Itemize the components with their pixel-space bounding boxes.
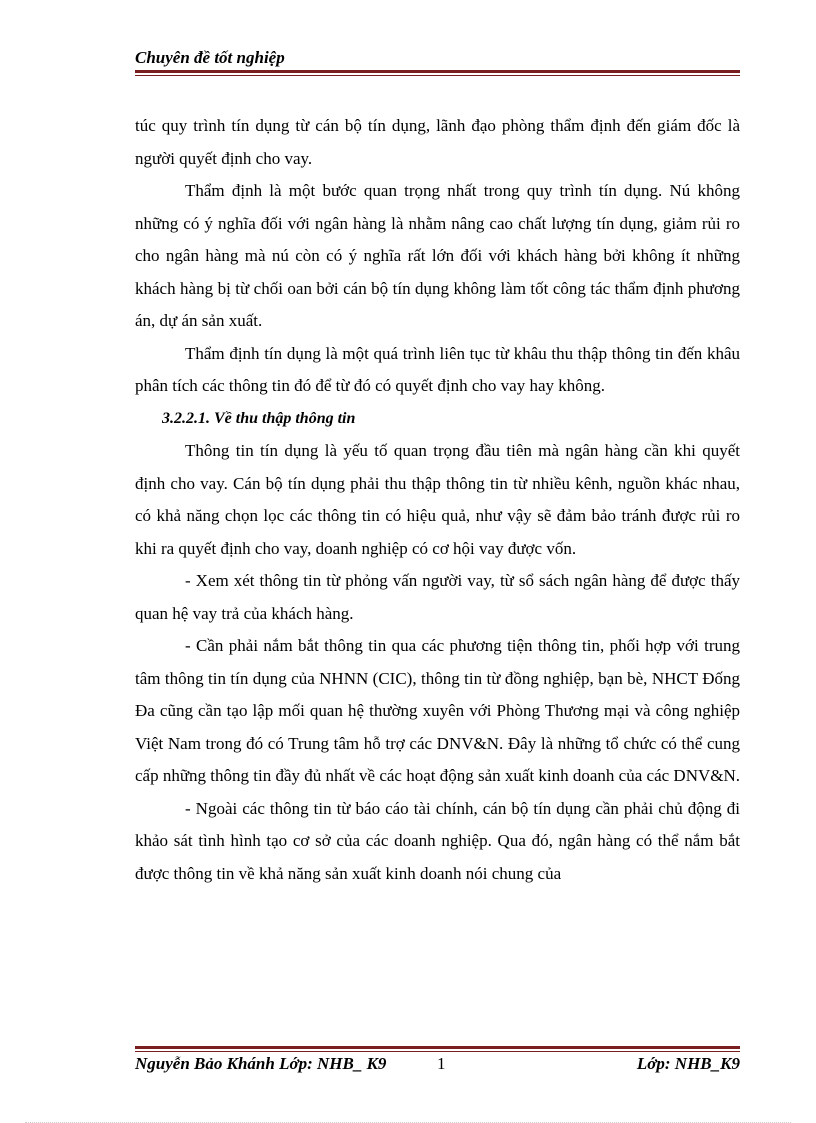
paragraph: - Ngoài các thông tin từ báo cáo tài chính, cán bộ tín dụng cần phải chủ động đi khảo sát tình hình tạo cơ sở của các doanh nghiệp. Qua đó, ngân hàng có thể nắm bắt được thông tin về khả năng sản xuất kinh doanh nói chung của [135,798,740,883]
section-heading: 3.2.2.1. Về thu thập thông tin [162,409,356,427]
paragraph: Thông tin tín dụng là yếu tố quan trọng đầu tiên mà ngân hàng cần khi quyết định cho vay. Cán bộ tín dụng phải thu thập thông tin từ nhiều kênh, nguồn khác nhau, có khả năng chọn lọc các thông tin có hiệu quả, như vậy sẽ đảm bảo tránh được rủi ro khi ra quyết định cho vay, doanh nghiệp có cơ hội vay được vốn. [135,441,740,558]
footer-divider [135,1046,740,1052]
paragraph: - Cần phải nắm bắt thông tin qua các phương tiện thông tin, phối hợp với trung tâm thông tin tín dụng của NHNN (CIC), thông tin từ đồng nghiệp, bạn bè, NHCT Đống Đa cũng cần tạo lập mối quan hệ thường xuyên với Phòng Thương mại và công nghiệp Việt Nam trong đó có Trung tâm hỗ trợ các DNV&N. Đây là những tổ chức có thể cung cấp những thông tin đầy đủ nhất về các hoạt động sản xuất kinh doanh của các DNV&N. [135,636,740,785]
footer-class: Lớp: NHB_K9 [636,1054,740,1073]
page-number: 1 [437,1054,446,1073]
paragraph: - Xem xét thông tin từ phỏng vấn người vay, từ sổ sách ngân hàng để được thấy quan hệ vay trả của khách hàng. [135,571,740,623]
document-body [135,110,740,890]
paragraph: túc quy trình tín dụng từ cán bộ tín dụng, lãnh đạo phòng thẩm định đến giám đốc là người quyết định cho vay. [135,116,740,168]
paragraph: Thẩm định là một bước quan trọng nhất trong quy trình tín dụng. Nú không những có ý nghĩa đối với ngân hàng là nhằm nâng cao chất lượng tín dụng, giảm rủi ro cho ngân hàng mà nú còn có ý nghĩa rất lớn đối với khách hàng bởi không ít những khách hàng bị từ chối oan bởi cán bộ tín dụng không làm tốt công tác thẩm định phương án, dự án sản xuất. [135,181,740,330]
footer-author: Nguyễn Bảo Khánh Lớp: NHB_ K9 [135,1054,387,1073]
header-divider [135,70,740,76]
page-header-title: Chuyên đề tốt nghiệp [135,48,285,67]
paragraph: Thẩm định tín dụng là một quá trình liên tục từ khâu thu thập thông tin đến khâu phân tích các thông tin đó để từ đó có quyết định cho vay hay không. [135,343,740,395]
